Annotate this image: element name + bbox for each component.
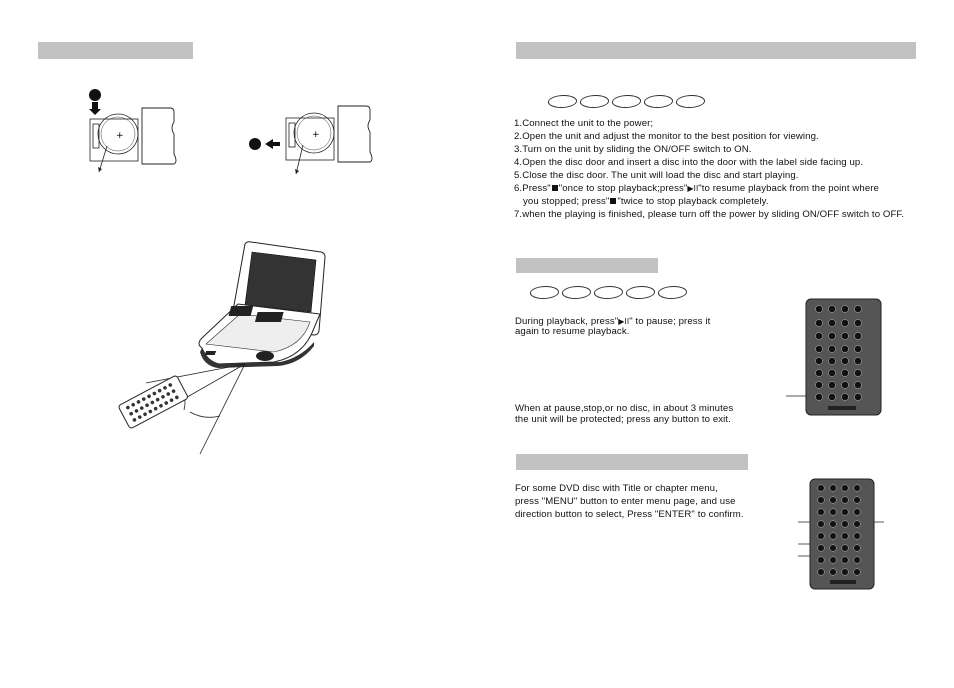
remote-control-icon	[810, 479, 874, 589]
playback-step-6-cont	[523, 196, 769, 209]
playback-section-header	[516, 42, 916, 59]
step6-part-a: 6.Press"	[514, 183, 551, 194]
disc-format-logo-icon	[611, 95, 643, 108]
arrow-down-icon	[89, 102, 101, 115]
remote-control-icon	[118, 375, 188, 429]
pause-line-2: again to resume playback.	[515, 326, 630, 337]
arrow-left-icon	[265, 139, 280, 149]
battery-insert-illustration-1	[85, 86, 195, 181]
protect-line-1: When at pause,stop,or no disc, in about 3 minutes	[515, 403, 734, 414]
disc-format-logo-icon	[625, 286, 657, 299]
menu-section-header	[516, 454, 748, 470]
menu-line-3: direction button to select, Press "ENTER" to confirm.	[515, 509, 744, 520]
pause-line-1b: " to pause; press it	[629, 316, 711, 327]
disc-format-logos-pause	[530, 286, 687, 299]
disc-format-logo-icon	[561, 286, 593, 299]
play-pause-icon: ▶II	[618, 317, 630, 326]
step6-part-d: you stopped; press"	[523, 196, 610, 207]
disc-format-logo-icon	[593, 286, 625, 299]
pause-section-header	[516, 258, 658, 273]
play-pause-icon: ▶II	[687, 184, 699, 193]
svg-text:+: +	[312, 130, 320, 140]
playback-step-6	[514, 183, 879, 196]
playback-step-1: 1.Connect the unit to the power;	[514, 118, 654, 129]
disc-format-logo-icon	[657, 286, 689, 299]
step6-part-b: "once to stop playback;press"	[558, 183, 688, 194]
battery-section-header	[38, 42, 193, 59]
playback-step-4: 4.Open the disc door and insert a disc into the door with the label side facing up.	[514, 157, 864, 168]
pause-line-1a: During playback, press"	[515, 316, 619, 327]
svg-text:+: +	[116, 131, 124, 141]
menu-line-2: press "MENU" button to enter menu page, and use	[515, 496, 736, 507]
playback-step-2: 2.Open the unit and adjust the monitor to the best position for viewing.	[514, 131, 819, 142]
remote-control-icon	[806, 299, 881, 415]
battery-insert-illustration-2	[248, 100, 388, 182]
playback-step-7: 7.when the playing is finished, please turn off the power by sliding ON/OFF switch to OFF.	[514, 209, 905, 220]
step-marker-icon	[249, 138, 261, 150]
disc-format-logo-icon	[579, 95, 611, 108]
disc-format-logos-top	[548, 95, 705, 108]
stop-icon	[610, 198, 616, 204]
remote-control-pause-illustration	[784, 296, 884, 418]
protect-line-2: the unit will be protected; press any button to exit.	[515, 414, 731, 425]
playback-step-5: 5.Close the disc door. The unit will load the disc and start playing.	[514, 170, 799, 181]
disc-format-logo-icon	[529, 286, 561, 299]
disc-format-logo-icon	[675, 95, 707, 108]
remote-control-menu-illustration	[796, 476, 886, 592]
step-marker-icon	[89, 89, 101, 101]
disc-format-logo-icon	[643, 95, 675, 108]
playback-step-3: 3.Turn on the unit by sliding the ON/OFF switch to ON.	[514, 144, 752, 155]
step6-part-e: "twice to stop playback completely.	[617, 196, 769, 207]
disc-format-logo-icon	[547, 95, 579, 108]
dvd-player-icon	[199, 242, 325, 368]
menu-line-1: For some DVD disc with Title or chapter menu,	[515, 483, 718, 494]
dvd-player-remote-illustration	[110, 236, 340, 466]
step6-part-c: "to resume playback from the point where	[698, 183, 879, 194]
stop-icon	[552, 185, 558, 191]
